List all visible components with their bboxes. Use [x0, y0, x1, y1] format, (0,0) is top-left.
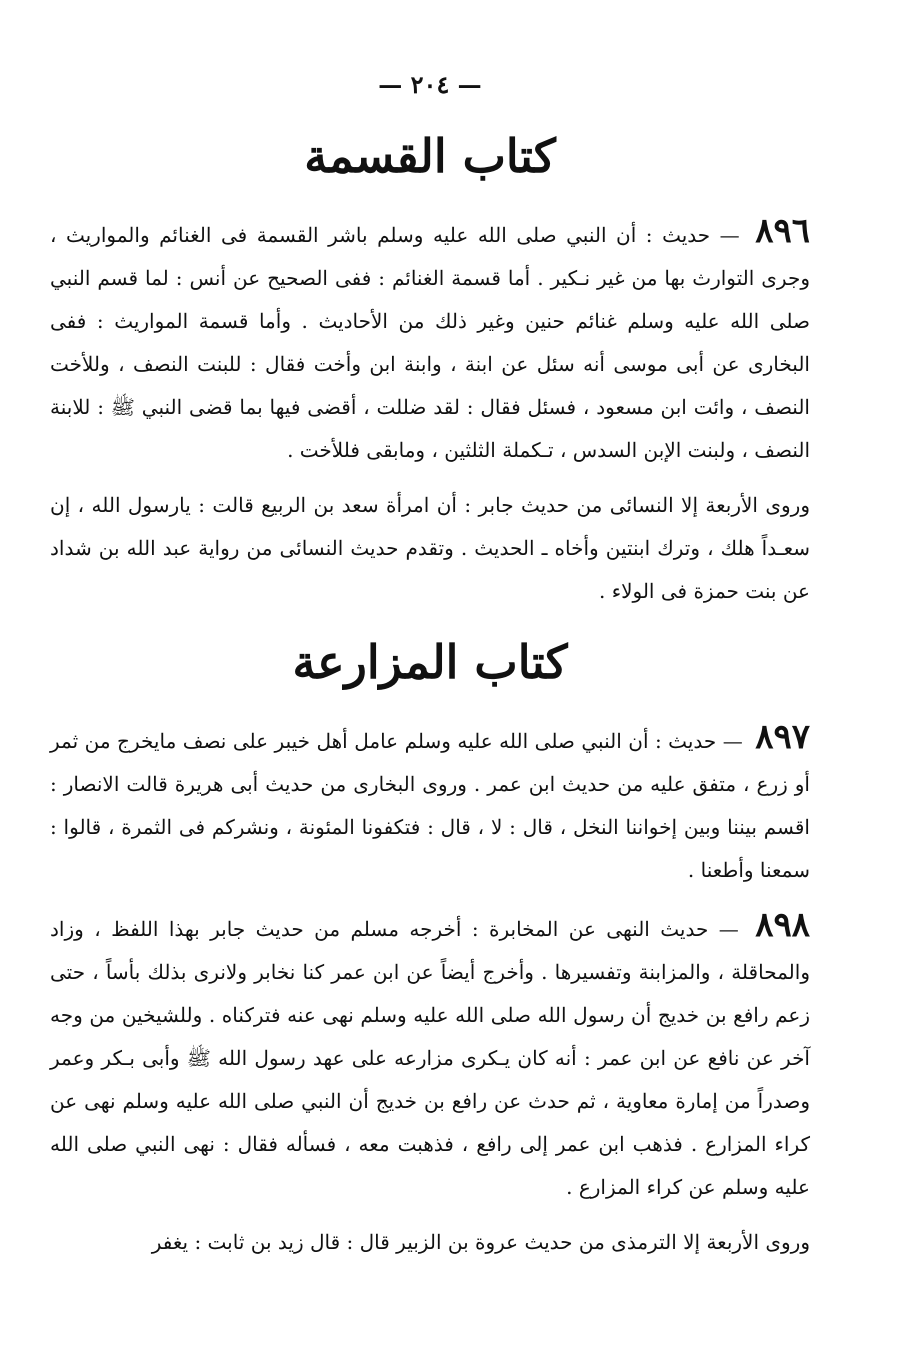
hadith-number: ٨٩٧ — [755, 717, 811, 758]
paragraph-text: وروى الأربعة إلا النسائى من حديث جابر : أن امرأة سعد بن الربيع قالت : يارسول الله ، إن سعـداً هلك ، وترك ابنتين وأخاه ـ الحديث . وتقدم حديث النسائى من رواية عبد الله بن شداد عن بنت حمزة فى الولاء . — [50, 493, 810, 604]
paragraph-continuation — [50, 1221, 810, 1264]
hadith-number: ٨٩٦ — [755, 211, 810, 252]
section-title-muzaraa: كتاب المزارعة — [292, 635, 568, 690]
paragraph-continuation — [50, 484, 810, 613]
hadith-text: — حديث النهى عن المخابرة : أخرجه مسلم من حديث جابر بهذا اللفظ ، وزاد والمحاقلة ، والمزابنة وتفسيرها . وأخرج أيضاً عن ابن عمر كنا نخابر ولانرى بذلك بأساً ، حتى زعم رافع بن خديج أن رسول الله صلى الله عليه وسلم نهى عنه فتركناه . وللشيخين من وجه آخر عن نافع عن ابن عمر : أنه كان يـكرى مزارعه على عهد رسول الله ﷺ وأبى بـكر وعمر وصدراً من إمارة معاوية ، ثم حدث عن رافع بن خديج أن النبي صلى الله عليه وسلم نهى عن كراء المزارع . فذهب ابن عمر إلى رافع ، فذهبت معه ، فسأله فقال : نهى النبي صلى الله عليه وسلم عن كراء المزارع . — [50, 917, 811, 1200]
hadith-896 — [50, 210, 810, 472]
page-number: — ٢٠٤ — — [378, 70, 482, 99]
hadith-text: — حديث : أن النبي صلى الله عليه وسلم باشر القسمة فى الغنائم والمواريث ، وجرى التوارث بها من غير نـكير . أما قسمة الغنائم : ففى الصحيح عن أنس : لما قسم النبي صلى الله عليه وسلم غنائم حنين وغير ذلك من الأحاديث . وأما قسمة المواريث : ففى البخارى عن أبى موسى أنه سئل عن ابنة ، وابنة ابن وأخت فقال : للبنت النصف ، وللأخت النصف ، وائت ابن مسعود ، فسئل فقال : لقد ضللت ، أقضى فيها بما قضى النبي ﷺ : للابنة النصف ، ولبنت الإبن السدس ، تـكملة الثلثين ، ومابقى فللأخت . — [50, 223, 810, 463]
hadith-text: — حديث : أن النبي صلى الله عليه وسلم عامل أهل خيبر على نصف مايخرج من ثمر أو زرع ، متفق عليه من حديث ابن عمر . وروى البخارى من حديث أبى هريرة قالت الانصار : اقسم بيننا وبين إخواننا النخل ، قال : لا ، قال : فتكفونا المئونة ، ونشركم فى الثمرة ، قالوا : سمعنا وأطعنا . — [50, 729, 810, 883]
hadith-898 — [50, 904, 810, 1209]
hadith-897 — [50, 716, 810, 892]
section-title-qisma: كتاب القسمة — [304, 129, 556, 183]
hadith-number: ٨٩٨ — [755, 905, 811, 946]
paragraph-text: وروى الأربعة إلا الترمذى من حديث عروة بن الزبير قال : قال زيد بن ثابت : يغفر — [151, 1230, 810, 1255]
